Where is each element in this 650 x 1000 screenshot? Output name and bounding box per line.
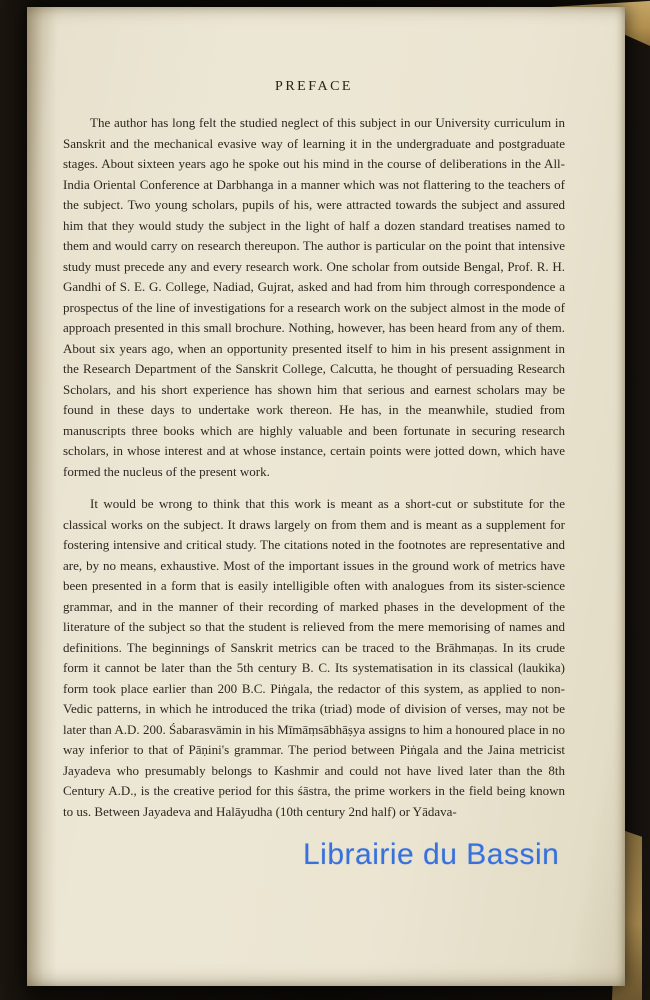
paragraph: The author has long felt the studied neglect of this subject in our University curriculum in Sanskrit and the mechanical evasive way of learning it in the undergraduate and postgraduate stages. About sixteen years ago he spoke out his mind in the course of deliberations in the All-India Oriental Conference at Darbhanga in a manner which was not flattering to the teachers of the subject. Two young scholars, pupils of his, were attracted towards the subject and assured him that they would study the subject in the light of half a dozen standard treatises named to them and would carry on research thereupon. The author is particular on the point that intensive study must precede any and every research work. One scholar from outside Bengal, Prof. R. H. Gandhi of S. E. G. College, Nadiad, Gujrat, asked and had from him through correspondence a prospectus of the line of investigations for a research work on the subject almost in the mode of approach presented in this small brochure. Nothing, however, has been heard from any of them. About six years ago, when an opportunity presented itself to him in his present assignment in the Research Department of the Sanskrit College, Calcutta, he thought of persuading Research Scholars, and his short experience has shown him that serious and earnest scholars may be found in these days to undertake work thereon. He has, in the meanwhile, studied from manuscripts three books which are highly valuable and been fortunate in securing research scholars, in whose interest and at whose instance, certain points were jotted down, which have formed the nucleus of the present work. — [63, 115, 565, 479]
page-title: PREFACE — [275, 79, 353, 94]
paragraph: It would be wrong to think that this work is meant as a short-cut or substitute for the classical works on the subject. It draws largely on from them and is meant as a supplement for fostering intensive and critical study. The citations noted in the footnotes are representative and are, by no means, exhaustive. Most of the important issues in the ground work of metrics have been presented in a form that is easily intelligible often with analogues from its sister-science grammar, and in the manner of their recording of marked phases in the development of the literature of the subject so that the student is relieved from the mere memorising of names and definitions. The beginnings of Sanskrit metrics can be traced to the Brāhmaṇas. In its crude form it cannot be later than the 5th century B. C. Its systematisation in its classical (laukika) form took place earlier than 200 B.C. Piṅgala, the redactor of this system, as applied to non-Vedic patterns, in which he introduced the trika (triad) mode of division of verses, may not be later than A.D. 200. Śabarasvāmin in his Mīmāṃsābhāṣya assigns to him a honoured place in no way inferior to that of Pāṇini's grammar. The period between Piṅgala and the Jaina metricist Jayadeva who presumably belongs to Kashmir and could not have lived later than the 8th Century A.D., is the creative period for this śāstra, the prime workers in the field being known to us. Between Jayadeva and Halāyudha (10th century 2nd half) or Yādava- — [63, 496, 565, 819]
page-content — [27, 7, 625, 822]
watermark-text: Librairie du Bassin — [303, 838, 560, 871]
